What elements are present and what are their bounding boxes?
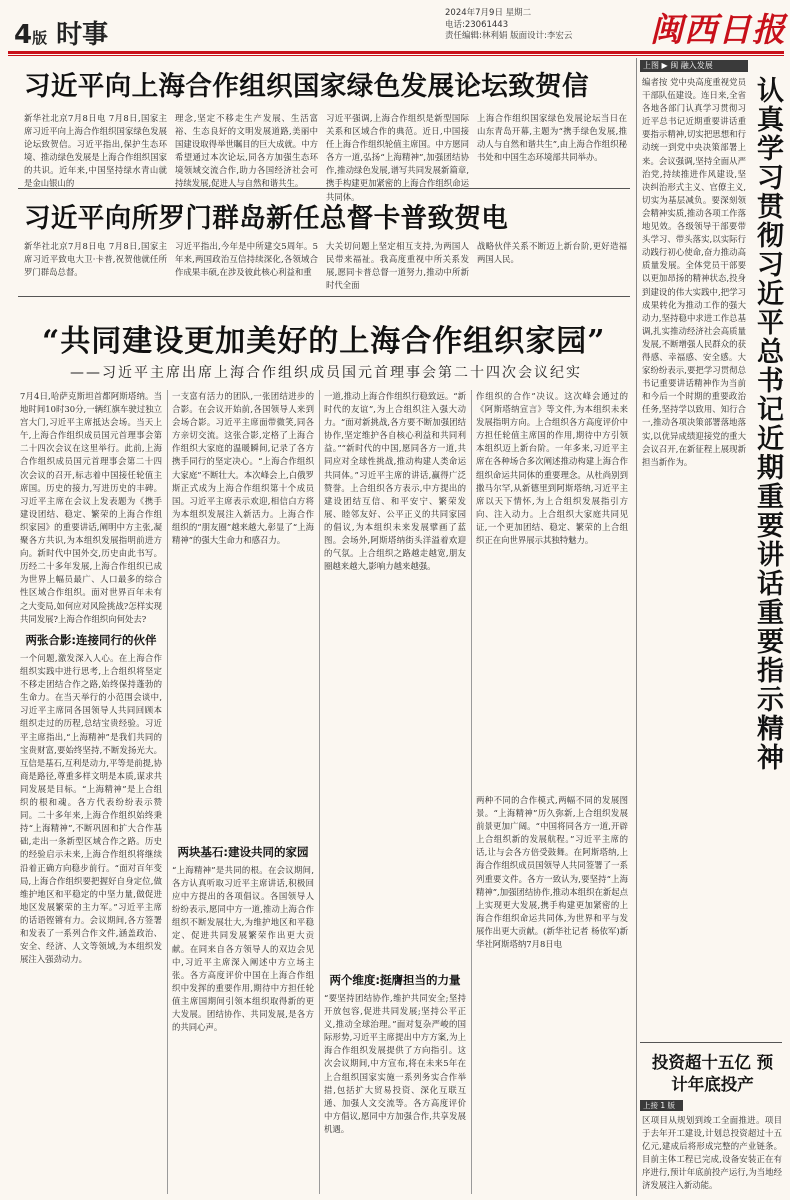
- right-continue-tag: 上接 1 版: [640, 1100, 683, 1111]
- divider: [18, 188, 630, 189]
- date-line: 2024年7月9日 星期二: [445, 8, 532, 18]
- article1-col2: 理念,坚定不移走生产发展、生活富裕、生态良好的文明发展道路,美丽中国建设取得举世瞩目的巨大成就。中方希望通过本次论坛,同各方加强生态环境领域交流合作,助力各国经济社会可持续发展,促进人与自然和谐共生。: [175, 113, 318, 189]
- article3-subhead-3: 两个维度:挺膺担当的力量: [329, 973, 461, 987]
- article3-col1-part2: 一个问题,激发深入人心。在上海合作组织实践中进行思考,上合组织将坚定不移走团结合作之路,始终保持蓬勃的生命力。在当天举行的小范围会谈中,习近平主席同各国领导人共同回顾本组织走过的历程,总结宝贵经验。习近平主席指出,“上海精神”是我们共同的宝贵财富,要始终坚持,不断发扬光大。互信是基石,互利是动力,平等是前提,协商是路径,尊重多样文明是本质,谋求共同发展是目标。“上海精神”是上合组织的根和魂。各方代表纷纷表示赞同。二十多年来,上海合作组织始终秉持“上海精神”,不断巩固和扩大合作基础,走出一条新型区域合作之路。历史的经验启示未来,上海合作组织将继续沿着正确方向稳步前行。“面对百年变局,上海合作组织要把握好自身定位,做维护地区和平稳定的中坚力量,做促进地区发展繁荣的主力军。”习近平主席的话语铿锵有力。会议期间,各方签署和发表了一系列合作文件,涵盖政治、安全、经济、人文等领域,为本组织发展注入强劲动力。: [20, 653, 162, 965]
- article2-col3: 大关切问题上坚定相互支持,为两国人民带来福祉。我高度重视中所关系发展,愿同卡普总督一道努力,推动中所新时代全面: [326, 241, 469, 291]
- page-number: 4版 时事: [14, 20, 109, 50]
- masthead-logo: 闽西日报: [650, 10, 786, 49]
- divider: [18, 296, 630, 297]
- article3-col3-part1: 一道,推动上海合作组织行稳致远。“新时代的友谊”,为上合组织注入强大动力。“面对新挑战,各方要不断加强团结协作,坚定维护各自核心利益和共同利益。”“新时代的中国,愿同各方一道,共同应对全球性挑战,推动构建人类命运共同体。”习近平主席的讲话,赢得广泛赞誉。上合组织各方表示,中方提出的建设团结互信、和平安宁、繁荣发展、睦邻友好、公平正义的共同家园的倡议,为本组织未来发展擘画了蓝图。会场外,阿斯塔纳街头洋溢着欢迎的气氛。上合组织之路越走越宽,朋友圈越来越大,影响力越来越强。: [324, 391, 466, 572]
- article3-col2-part1: 一支富有活力的团队,一张团结进步的合影。在会议开始前,各国领导人来到会场合影。习近平主席面带微笑,同各方亲切交流。这张合影,定格了上海合作组织大家庭的温暖瞬间,记录了各方携手同行的坚定决心。“上海合作组织大家庭”不断壮大。本次峰会上,白俄罗斯正式成为上海合作组织第十个成员国。习近平主席表示欢迎,相信白方将为本组织发展注入新活力。上海合作组织的“朋友圈”越来越大,彰显了“上海精神”的强大生命力和感召力。: [172, 391, 314, 546]
- column-rule: [167, 390, 168, 1194]
- article1-col1: 新华社北京7月8日电 7月8日,国家主席习近平向上海合作组织国家绿色发展论坛致贺信。习近平指出,保护生态环境、推动绿色发展是上海合作组织国家的共识。近年来,中国坚持绿水青山就是金山银山的: [24, 113, 167, 189]
- article3-col3-part2: “要坚持团结协作,维护共同安全;坚持开放包容,促进共同发展;坚持公平正义,推动全球治理。”面对复杂严峻的国际形势,习近平主席提出中方方案,为上海合作组织发展提供了方向指引。这次会议期间,中方宣布,将在未来5年在上合组织国家实施一系列务实合作举措,包括扩大贸易投资、深化互联互通、加强人文交流等。各方高度评价中方倡议,愿同中方加强合作,共享发展机遇。: [324, 993, 466, 1134]
- editor-line: 责任编辑:林利娟 版面设计:李宏云: [445, 31, 573, 41]
- article2-col2: 习近平指出,今年是中所建交5周年。5年来,两国政治互信持续深化,各领域合作成果丰硕,在涉及彼此核心利益和重: [175, 241, 318, 278]
- page-header: [0, 0, 790, 60]
- article2-col1: 新华社北京7月8日电 7月8日,国家主席习近平致电大卫·卡普,祝贺他就任所罗门群岛总督。: [24, 241, 167, 278]
- article3-subhead-2: 两块基石:建设共同的家园: [177, 845, 309, 859]
- right-sub-body: 区项目从规划到竣工全面推进。项目于去年开工建设,计划总投资超过十五亿元,建成后将形成完整的产业链条。目前主体工程已完成,设备安装正在有序进行,预计年底前投产运行,为当地经济发展注入新动能。: [642, 1115, 782, 1191]
- right-vertical-title: 认真学习贯彻习近平总书记近期重要讲话重要指示精神: [752, 76, 783, 772]
- column-rule: [319, 390, 320, 1194]
- header-meta: [445, 8, 645, 43]
- article3-title: “共同建设更加美好的上海合作组织家园”: [42, 324, 606, 359]
- article2-col4: 战略伙伴关系不断迈上新台阶,更好造福两国人民。: [477, 241, 627, 265]
- header-rule-thin: [8, 55, 784, 56]
- divider: [640, 1042, 782, 1043]
- column-rule: [471, 390, 472, 1194]
- article1-col3: 习近平强调,上海合作组织是新型国际关系和区域合作的典范。近日,中国接任上海合作组织轮值主席国。中方愿同各方一道,弘扬“上海精神”,加强团结协作,推动绿色发展,谱写共同发展新篇章,携手构建更加紧密的上海合作组织命运共同体。: [326, 113, 469, 202]
- article3-col4-part1: 作组织的合作”决议。这次峰会通过的《阿斯塔纳宣言》等文件,为本组织未来发展指明方向。上合组织各方高度评价中方担任轮值主席国的作用,期待中方引领本组织迈上新台阶。一年多来,习近平主席在各种场合多次阐述推动构建上海合作组织命运共同体的重要理念。从杜尚别到撒马尔罕,从新德里到阿斯塔纳,习近平主席以天下情怀,为上合组织发展指引方向、注入动力。上合组织大家庭共同见证,一个更加团结、稳定、繁荣的上合组织正在向世界展示其独特魅力。: [476, 391, 628, 546]
- article3-col2-part2: “上海精神”是共同的根。在会议期间,各方认真听取习近平主席讲话,积极回应中方提出的各项倡议。各国领导人纷纷表示,愿同中方一道,推动上海合作组织不断发展壮大,为维护地区和平稳定、促进共同发展繁荣作出更大贡献。在同来自各方领导人的双边会见中,习近平主席深入阐述中方立场主张。各方高度评价中国在上海合作组织中发挥的重要作用,期待中方担任轮值主席国期间引领本组织取得新的更大发展。团结协作、共同发展,是各方的共同心声。: [172, 865, 314, 1033]
- article3-col1-part1: 7月4日,哈萨克斯坦首都阿斯塔纳。当地时间10时30分,一辆红旗车驶过独立宫大门,习近平主席抵达会场。当天上午,上海合作组织成员国元首理事会第二十四次会议在这里举行。此前,上海合作组织成员国元首理事会第二十四次会议的召开,标志着中国接任轮值主席国。历史的接力,写进历史的丰碑。习近平主席在会议上发表题为《携手建设团结、稳定、繁荣的上海合作组织家园》的重要讲话,阐明中方主张,凝聚各方共识,为本组织发展指明前进方向。新时代中国外交,历史由此书写。历经二十多年发展,上海合作组织已成为世界上幅员最广、人口最多的综合性区域合作组织。面对世界百年未有之大变局,如何应对风险挑战?怎样实现共同发展?上海合作组织向何处去?: [20, 391, 162, 624]
- section-title: 时事: [56, 20, 109, 50]
- article3-subhead-1: 两张合影:连接同行的伙伴: [25, 633, 157, 647]
- article3-col4-part2: 两种不同的合作模式,两幅不同的发展图景。“上海精神”历久弥新,上合组织发展前景更加广阔。“中国将同各方一道,开辟上合组织新的发展航程。”习近平主席的话,让与会各方倍受鼓舞。在阿斯塔纳,上海合作组织成员国领导人共同签署了一系列重要文件。各方一致认为,要坚持“上海精神”,加强团结协作,推动本组织在新起点上实现更大发展,携手构建更加紧密的上海合作组织命运共同体,为世界和平与发展作出更大贡献。(新华社记者 杨依军)新华社阿斯塔纳7月8日电: [476, 795, 628, 950]
- header-rule: [8, 51, 784, 54]
- phone-line: 电话:23061443: [445, 19, 509, 30]
- article1-col4: 上海合作组织国家绿色发展论坛当日在山东青岛开幕,主题为“携手绿色发展,推动人与自然和谐共生”,由上海合作组织秘书处和中国生态环境部共同举办。: [477, 113, 627, 163]
- article1-title: 习近平向上海合作组织国家绿色发展论坛致贺信: [24, 71, 589, 102]
- right-column-body: 编者按 党中央高度重视党员干部队伍建设。连日来,全省各地各部门认真学习贯彻习近平总书记近期重要讲话重要指示精神,切实把思想和行动统一到党中央决策部署上来。会议强调,坚持全面从严治党,持续推进作风建设,坚决纠治形式主义、官僚主义,切实为基层减负。要深刻领会精神实质,推动各项工作落地见效。各级领导干部要带头学习、带头落实,以实际行动践行初心使命,奋力推动高质量发展。全体党员干部要以更加昂扬的精神状态,投身到建设的伟大实践中,把学习成果转化为推动工作的强大动力,坚持稳中求进工作总基调,扎实推动经济社会高质量发展,不断增强人民群众的获得感、幸福感、安全感。大家纷纷表示,要把学习贯彻总书记重要讲话精神作为当前和今后一个时期的重要政治任务,坚持学以致用、知行合一,推动各项决策部署落地落实,以优异成绩迎接党的重大会议召开,在新征程上展现新担当新作为。: [642, 77, 746, 467]
- article3-subtitle: ——习近平主席出席上海合作组织成员国元首理事会第二十四次会议纪实: [70, 365, 582, 381]
- right-column-tag: 上图 ▶ 闽 融入发展: [640, 60, 748, 72]
- article2-title: 习近平向所罗门群岛新任总督卡普致贺电: [24, 203, 509, 234]
- right-sub-title: 投资超十五亿 预计年底投产: [651, 1053, 774, 1094]
